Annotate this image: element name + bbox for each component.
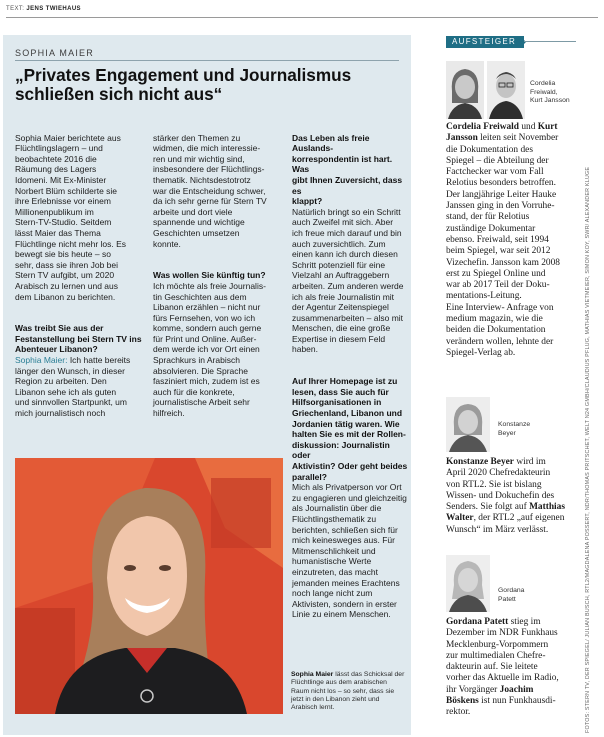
portrait-kurt-jansson	[487, 61, 525, 119]
person-name: Cordelia Freiwald	[446, 122, 519, 132]
person-name: Kurt Jansson	[446, 122, 558, 144]
portrait-konstanze-beyer	[446, 397, 490, 452]
section-tag: AUFSTEIGER	[446, 36, 524, 48]
person-name: Matthias Walter	[446, 502, 565, 524]
interview-box	[3, 35, 411, 735]
author-name: JENS TWIEHAUS	[26, 6, 81, 12]
portrait-label-2: Konstanze Beyer	[498, 421, 531, 437]
answer-3: Natürlich bringt so ein Schritt auch Zweifel mit sich. Aber ich freue mich darauf und bin auch zuversichtlich. Zum einen kann ich durch diesen Schritt potenziell für eine Vielzahl an Auftraggebern arbeiten. Zum anderen werde ich als freie Journalistin mit der Agentur Zeitenspiegel zusammenarbeiten – also mit Menschen, die eine große Expertise in diesem Feld haben.	[292, 206, 404, 355]
entry-text: stieg im Dezember im NDR Funkhaus Mecklenburg-Vorpommern zur multimedialen Chefre- dakteurin auf. Sie leitete vorher das Aktuelle im Radio, ihr Vorgänger	[446, 617, 559, 695]
author-line	[6, 6, 81, 12]
photo-credits: FOTOS: STERN TV, DER SPIEGEL/ JULIAN BUSCH, RTL2/MAGDALENA POSSERT, NDR/THOMAS PRITSCHET, WELT N24 GMBH/CLAUDIUS PFLUG, MATHIAS VIETMEIER, SIMON KOY, SWR/ ALEXANDER KLUGE	[585, 166, 591, 733]
entry-freiwald-jansson	[446, 122, 578, 359]
author-label: TEXT:	[6, 6, 25, 12]
portrait-cordelia-freiwald	[446, 61, 484, 119]
person-name: Gordana Patett	[446, 617, 509, 627]
intro-text: Sophia Maier berichtete aus Flüchtlingslagern – und beobachtete 2016 die Räumung des Lagers Idomeni. Mit Ex-Minister Norbert Blüm schilderte sie ihre Erlebnisse vor einem Millionenpublikum im Stern-TV-Studio. Seitdem lässt Maier das Thema Flüchtlinge nicht mehr los. Es bewegt sie bis heute – so sehr, dass sie ihren Job bei Stern TV aufgibt, um 2020 Arabisch zu lernen und aus dem Libanon zu berichten.	[15, 132, 127, 302]
photo-caption	[291, 671, 409, 712]
text-column-1	[15, 122, 145, 419]
question-3: Das Leben als freie Auslands- korrespondentin ist hart. Was gibt Ihnen Zuversicht, dass es klappt?	[292, 132, 403, 207]
entry-text: , der RTL2 „auf eigenen Wunsch“ im März verlässt.	[446, 513, 565, 535]
section-tag-rule	[524, 41, 576, 42]
question-4: Auf Ihrer Homepage ist zu lesen, dass Sie auch für Hilfsorganisationen in Griechenland, Libanon und Jordanien tätig waren. Wie halten Sie es mit der Rollen- diskussion: Journalistin oder Aktivistin? Oder geht beides parallel?	[292, 376, 408, 482]
top-rule	[6, 17, 598, 18]
portrait-photo-sophia-maier	[15, 458, 283, 714]
answer-1: Ich hatte bereits länger den Wunsch, in dieser Region zu arbeiten. Den Libanon sehe ich als guten und sinnvollen Startpunkt, um mich journalistisch noch	[15, 355, 131, 419]
text-column-2	[153, 122, 285, 419]
question-1: Was treibt Sie aus der Festanstellung bei Stern TV ins Abenteuer Libanon?	[15, 323, 142, 355]
text-column-3	[292, 122, 410, 620]
person-name: Konstanze Beyer	[446, 457, 514, 467]
caption-text: lässt das Schicksal der Flüchtlinge aus dem arabischen Raum nicht los – so sehr, dass sie jetzt in den Libanon zieht und Arabisch lernt.	[291, 671, 405, 712]
entry-text: und	[519, 122, 538, 132]
entry-gordana-patett	[446, 617, 578, 719]
entry-text: ist nun Funkhausdi- rektor.	[446, 696, 556, 718]
portrait-gordana-patett	[446, 555, 490, 612]
entry-konstanze-beyer	[446, 457, 578, 536]
person-name: Joachim Böskens	[446, 684, 534, 707]
portrait-label-1: Cordelia Freiwald, Kurt Jansson	[530, 80, 570, 105]
headline: „Privates Engagement und Journalismus schließen sich nicht aus“	[15, 65, 352, 104]
entry-text: wird im April 2020 Chefredakteurin von RTL2. Sie ist bislang Wissen- und Dokuchefin des Senders. Sie folgt auf	[446, 457, 555, 513]
caption-name: Sophia Maier	[291, 671, 334, 678]
section-tag-arrow	[520, 36, 526, 48]
entry-text: leiten seit November die Dokumentation des Spiegel – die Abteilung der Factchecker war vom Fall Relotius besonders betroffen. Der langjährige Leiter Hauke Janssen ging in den Vorruhe- stand, der für Relotius zuständige Dokumentar ebenso. Freiwald, seit 1994 beim Spiegel, war seit 2012 Vizechefin. Jansson kam 2008 erst zu Spiegel Online und war ab 2017 Teil der Doku- mentations-Leitung. Eine Interview- Anfrage von medium magazin, wie die beiden die Dokumentation verändern wollen, lehnte der Spiegel-Verlag ab.	[446, 133, 560, 358]
answer-2: Ich möchte als freie Journalis- tin Geschichten aus dem Libanon erzählen – nicht nur fürs Fernsehen, von wo ich komme, sondern auch gerne für Print und Online. Außer- dem werde ich vor Ort einen Sprachkurs in Arabisch absolvieren. Die Sprache fasziniert mich, zudem ist es auch für die konkrete, journalistische Arbeit sehr hilfreich.	[153, 280, 266, 419]
kicker-rule	[15, 60, 399, 61]
answer-1-continued: stärker den Themen zu widmen, die mich interessie- ren und mir wichtig sind, insbesondere der Flüchtlings- thematik. Nichtsdestotrotz war die Entscheidung schwer, da ich sehr gerne für Stern TV arbeite und dort viele spannende und wichtige Geschichten umsetzen konnte.	[153, 132, 267, 249]
answer-speaker: Sophia Maier:	[15, 355, 68, 366]
answer-4: Mich als Privatperson vor Ort zu engagieren und gleichzeitig als Journalistin über die Flüchtlingsthematik zu berichten, schließen sich für mich keinesweges aus. Für Mitmenschlichkeit und humanistische Werte einzutreten, das macht jemanden meines Erachtens noch lange nicht zum Aktivisten, sondern in erster Linie zu einem Menschen.	[292, 482, 407, 620]
question-2: Was wollen Sie künftig tun?	[153, 270, 266, 281]
kicker: SOPHIA MAIER	[15, 48, 94, 58]
portrait-label-3: Gordana Patett	[498, 587, 525, 603]
